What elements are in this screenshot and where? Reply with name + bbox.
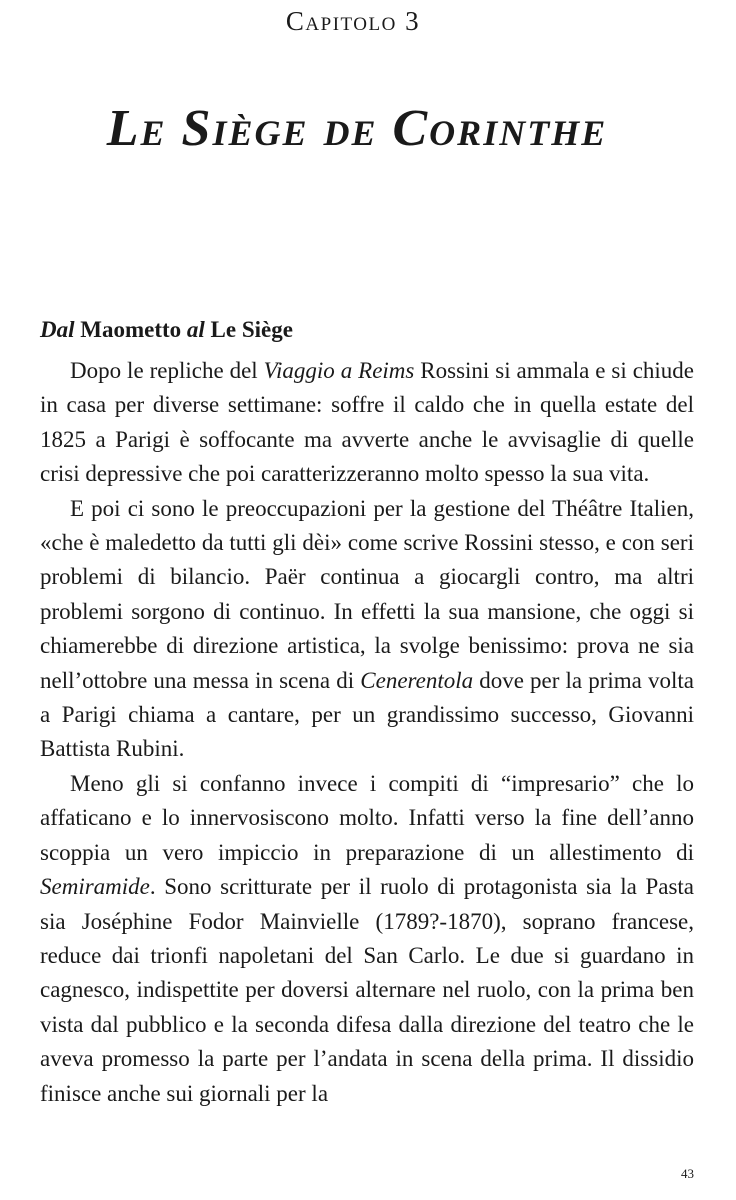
work-title: Semiramide <box>40 874 150 900</box>
paragraph-text: . Sono scritturate per il ruolo di protagonista sia la Pasta sia Joséphine Fodor Mainvielle (1789?-1870), soprano francese, reduce dai trionfi napoletani del San Carlo. Le due si guardano in cagnesco, indispettite per doversi alternare nel ruolo, con la prima ben vista dal pubblico e la seconda difesa dalla direzione del teatro che le aveva promesso la parte per l’andata in scena della prima. Il dissidio finisce anche sui giornali per la <box>40 874 694 1106</box>
chapter-label: Capitolo 3 <box>285 6 421 36</box>
paragraph-text: E poi ci sono le preoccupazioni per la gestione del Théâtre Italien, «che è maledetto da tutti gli dèi» come scrive Rossini stesso, e con seri problemi di bilancio. Paër continua a giocargli contro, ma altri problemi sorgono di continuo. In effetti la sua mansione, che oggi si chiamerebbe di direzione artistica, la svolge benissimo: prova ne sia nell’ottobre una messa in scena di <box>40 495 694 693</box>
paragraph-text: dove per la prima volta a Parigi chiama a cantare, per un grandissimo successo, Giovanni Battista Rubini. <box>40 667 694 762</box>
paragraph-text: Dopo le repliche del <box>70 358 264 383</box>
paragraph <box>40 767 694 1111</box>
paragraph-text: Rossini si ammala e si chiude in casa per diverse settimane: soffre il caldo che in quella estate del 1825 a Parigi è soffocante ma avverte anche le avvisaglie di quelle crisi depressive che poi caratterizzeranno molto spesso la sua vita. <box>40 358 695 487</box>
work-title: Cenerentola <box>360 667 474 693</box>
body-text <box>40 354 694 1111</box>
paragraph <box>40 354 694 492</box>
section-heading-al: al <box>186 317 205 342</box>
section-heading-dal: Dal <box>40 317 75 342</box>
section-heading-maometto: Maometto <box>74 317 187 342</box>
page-number: 43 <box>681 1166 694 1181</box>
work-title: Viaggio a Reims <box>263 358 415 383</box>
paragraph-text: Meno gli si confanno invece i compiti di “impresario” che lo affaticano e lo innervosiscono molto. Infatti verso la fine dell’anno scoppia un vero impiccio in preparazione di un allestimento di <box>40 770 694 865</box>
chapter-title: Le Siège de Corinthe <box>106 100 608 157</box>
section-heading-le-siege: Le Siège <box>204 317 293 342</box>
paragraph <box>40 492 694 767</box>
section-heading <box>40 312 293 348</box>
